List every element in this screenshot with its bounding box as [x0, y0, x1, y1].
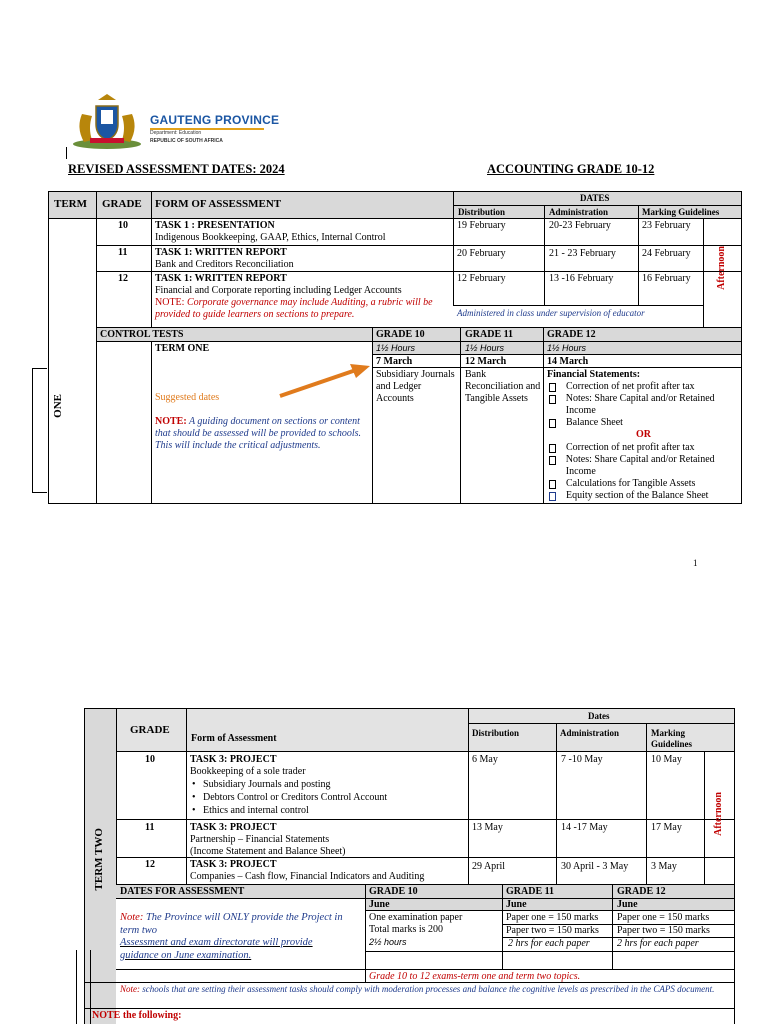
- dfa-11-line: Paper one = 150 marks: [506, 912, 599, 923]
- dfa-note-label: Note:: [120, 912, 144, 923]
- row-task: TASK 1 : PRESENTATION: [155, 220, 275, 231]
- row-desc: Financial and Corporate reporting including Ledger Accounts: [155, 285, 402, 296]
- june-10: June: [369, 899, 390, 910]
- row-distribution: 29 April: [472, 861, 506, 872]
- dfa-12-hours: 2 hrs for each paper: [617, 938, 699, 949]
- dfa-note-a: The Province will ONLY provide the Project in term two: [120, 912, 343, 936]
- row-grade: 10: [145, 754, 155, 765]
- header-term: TERM: [54, 198, 87, 210]
- list-item: Balance Sheet: [549, 417, 739, 429]
- header-administration: Administration: [549, 207, 609, 217]
- row-grade: 11: [145, 822, 155, 833]
- dfa-grade-10: GRADE 10: [369, 886, 418, 897]
- dfa-note: [120, 912, 350, 962]
- term-one-label: ONE: [52, 394, 64, 418]
- bullet-icon: [549, 456, 556, 465]
- row-grade: 10: [118, 220, 128, 231]
- department-line: Department: Education: [150, 130, 202, 136]
- footer-note: [120, 984, 730, 995]
- row-administration: 13 -16 February: [549, 273, 614, 284]
- term-one-box: [32, 368, 47, 493]
- row-administration: 20-23 February: [549, 220, 611, 231]
- header-grade: GRADE: [130, 724, 170, 736]
- subject-title: ACCOUNTING GRADE 10-12: [487, 162, 655, 176]
- dfa-label: DATES FOR ASSESSMENT: [120, 886, 245, 897]
- note-text: Corporate governance may include Auditing, a rubric will be provided to guide learners on sections to prepare.: [155, 297, 433, 320]
- row-task: TASK 1: WRITTEN REPORT: [155, 247, 287, 258]
- bullet-icon: [549, 480, 556, 489]
- afternoon-label: Afternoon: [716, 246, 727, 290]
- control-grade-12: GRADE 12: [547, 329, 596, 340]
- row-marking: 10 May: [651, 754, 682, 765]
- header-marking: Marking Guidelines: [642, 207, 720, 217]
- list-item: Equity section of the Balance Sheet: [549, 490, 739, 502]
- control-tests-label: CONTROL TESTS: [100, 329, 184, 340]
- row-marking: 17 May: [651, 822, 682, 833]
- gauteng-crest-logo: [68, 92, 146, 150]
- control-note-text: A guiding document on sections or content that should be assessed will be provided to schools. This will include the critical adjustments.: [155, 416, 362, 451]
- bullet-icon: [549, 444, 556, 453]
- list-item: Calculations for Tangible Assets: [549, 478, 739, 490]
- row-distribution: 20 February: [457, 248, 506, 259]
- footer-note-label: Note:: [120, 984, 140, 994]
- list-item: • Debtors Control or Creditors Control Account: [192, 792, 388, 803]
- afternoon-label: Afternoon: [713, 792, 724, 836]
- date-grade-11: 12 March: [465, 356, 507, 367]
- bullet-icon: [549, 419, 556, 428]
- row-administration: 7 -10 May: [561, 754, 603, 765]
- dfa-10-line: One examination paper: [369, 912, 463, 923]
- suggested-dates-label: Suggested dates: [155, 392, 220, 403]
- header-dates: DATES: [580, 193, 610, 203]
- country-line: REPUBLIC OF SOUTH AFRICA: [150, 138, 223, 144]
- row-desc: Bank and Creditors Reconciliation: [155, 259, 294, 270]
- dfa-10-hours: 2½ hours: [369, 937, 407, 947]
- bullet-icon: [549, 383, 556, 392]
- dfa-12-line: Paper one = 150 marks: [617, 912, 710, 923]
- row-distribution: 6 May: [472, 754, 498, 765]
- row-line: Bookkeeping of a sole trader: [190, 766, 306, 777]
- document-title: REVISED ASSESSMENT DATES: 2024: [68, 162, 285, 176]
- row-task: TASK 3: PROJECT: [190, 859, 277, 870]
- control-note-label: NOTE:: [155, 416, 187, 427]
- row-grade: 12: [118, 273, 128, 284]
- header-distribution: Distribution: [472, 728, 520, 738]
- june-11: June: [506, 899, 527, 910]
- header-administration: Administration: [560, 728, 620, 738]
- page-number: 1: [693, 558, 698, 568]
- row-grade: 11: [118, 247, 128, 258]
- header-marking: Marking Guidelines: [651, 728, 693, 749]
- dfa-topics: Grade 10 to 12 exams-term one and term two topics.: [369, 971, 581, 982]
- header-form: FORM OF ASSESSMENT: [155, 198, 282, 210]
- or-label: OR: [636, 429, 651, 440]
- list-item: • Ethics and internal control: [192, 805, 309, 816]
- list-item: Correction of net profit after tax: [549, 381, 739, 393]
- bullet-icon: [549, 492, 556, 501]
- control-grade-11: GRADE 11: [465, 329, 514, 340]
- header-form: Form of Assessment: [191, 733, 277, 744]
- text-cursor: [66, 147, 67, 159]
- june-12: June: [617, 899, 638, 910]
- province-title: GAUTENG PROVINCE: [150, 113, 280, 127]
- list-item: Notes: Share Capital and/or Retained Income: [549, 393, 739, 417]
- dfa-10-line: Total marks is 200: [369, 924, 444, 935]
- control-note: [155, 416, 367, 452]
- row-grade: 12: [145, 859, 155, 870]
- header-distribution: Distribution: [458, 207, 506, 217]
- note-following: NOTE the following:: [92, 1010, 182, 1021]
- row-desc: Indigenous Bookkeeping, GAAP, Ethics, Internal Control: [155, 232, 386, 243]
- row-administration: 30 April - 3 May: [561, 861, 629, 872]
- list-item: Correction of net profit after tax: [549, 442, 739, 454]
- footer-note-text: schools that are setting their assessment tasks should comply with moderation processes and balance the cognitive levels as prescribed in the CAPS document.: [140, 984, 715, 994]
- date-grade-12: 14 March: [547, 356, 589, 367]
- hours-12: 1½ Hours: [547, 343, 587, 353]
- topics-grade-11: Bank Reconciliation and Tangible Assets: [465, 369, 541, 404]
- list-item: Notes: Share Capital and/or Retained Income: [549, 454, 739, 478]
- term-two-label: TERM TWO: [93, 828, 105, 891]
- row-distribution: 12 February: [457, 273, 506, 284]
- admin-note: Administered in class under supervision of educator: [457, 308, 645, 318]
- dfa-12-line: Paper two = 150 marks: [617, 925, 710, 936]
- row-line: Companies – Cash flow, Financial Indicators and Auditing: [190, 871, 425, 882]
- row-distribution: 19 February: [457, 220, 506, 231]
- row-task: TASK 1: WRITTEN REPORT: [155, 273, 287, 284]
- row-line: Partnership – Financial Statements: [190, 834, 330, 845]
- bullet-icon: [549, 395, 556, 404]
- control-grade-10: GRADE 10: [376, 329, 425, 340]
- list-item: • Subsidiary Journals and posting: [192, 779, 331, 790]
- hours-11: 1½ Hours: [465, 343, 505, 353]
- dfa-grade-12: GRADE 12: [617, 886, 666, 897]
- dfa-11-hours: 2 hrs for each paper: [508, 938, 590, 949]
- header-dates: Dates: [588, 711, 610, 721]
- date-grade-10: 7 March: [376, 356, 413, 367]
- fs-list-a: [549, 381, 739, 429]
- fs-list-b: [549, 442, 739, 502]
- topics-grade-10: Subsidiary Journals and Ledger Accounts: [376, 369, 455, 404]
- dfa-note-b: Assessment and exam directorate will provide guidance on June examination.: [120, 937, 313, 961]
- row-marking: 3 May: [651, 861, 677, 872]
- dfa-grade-11: GRADE 11: [506, 886, 555, 897]
- row-bullets: [192, 779, 387, 817]
- hours-10: 1½ Hours: [376, 343, 416, 353]
- term-one-heading: TERM ONE: [155, 343, 210, 354]
- row-task: TASK 3: PROJECT: [190, 822, 277, 833]
- row-line: (Income Statement and Balance Sheet): [190, 846, 346, 857]
- row-marking: 16 February: [642, 273, 691, 284]
- fs-title: Financial Statements:: [547, 369, 641, 380]
- row-task: TASK 3: PROJECT: [190, 754, 277, 765]
- row-administration: 21 - 23 February: [549, 248, 616, 259]
- row-marking: 23 February: [642, 220, 691, 231]
- row-administration: 14 -17 May: [561, 822, 608, 833]
- arrow-icon: [276, 362, 372, 402]
- row-marking: 24 February: [642, 248, 691, 259]
- row-distribution: 13 May: [472, 822, 503, 833]
- dfa-11-line: Paper two = 150 marks: [506, 925, 599, 936]
- header-grade: GRADE: [102, 198, 142, 210]
- note-label: NOTE:: [155, 297, 185, 308]
- row-note: [155, 297, 449, 321]
